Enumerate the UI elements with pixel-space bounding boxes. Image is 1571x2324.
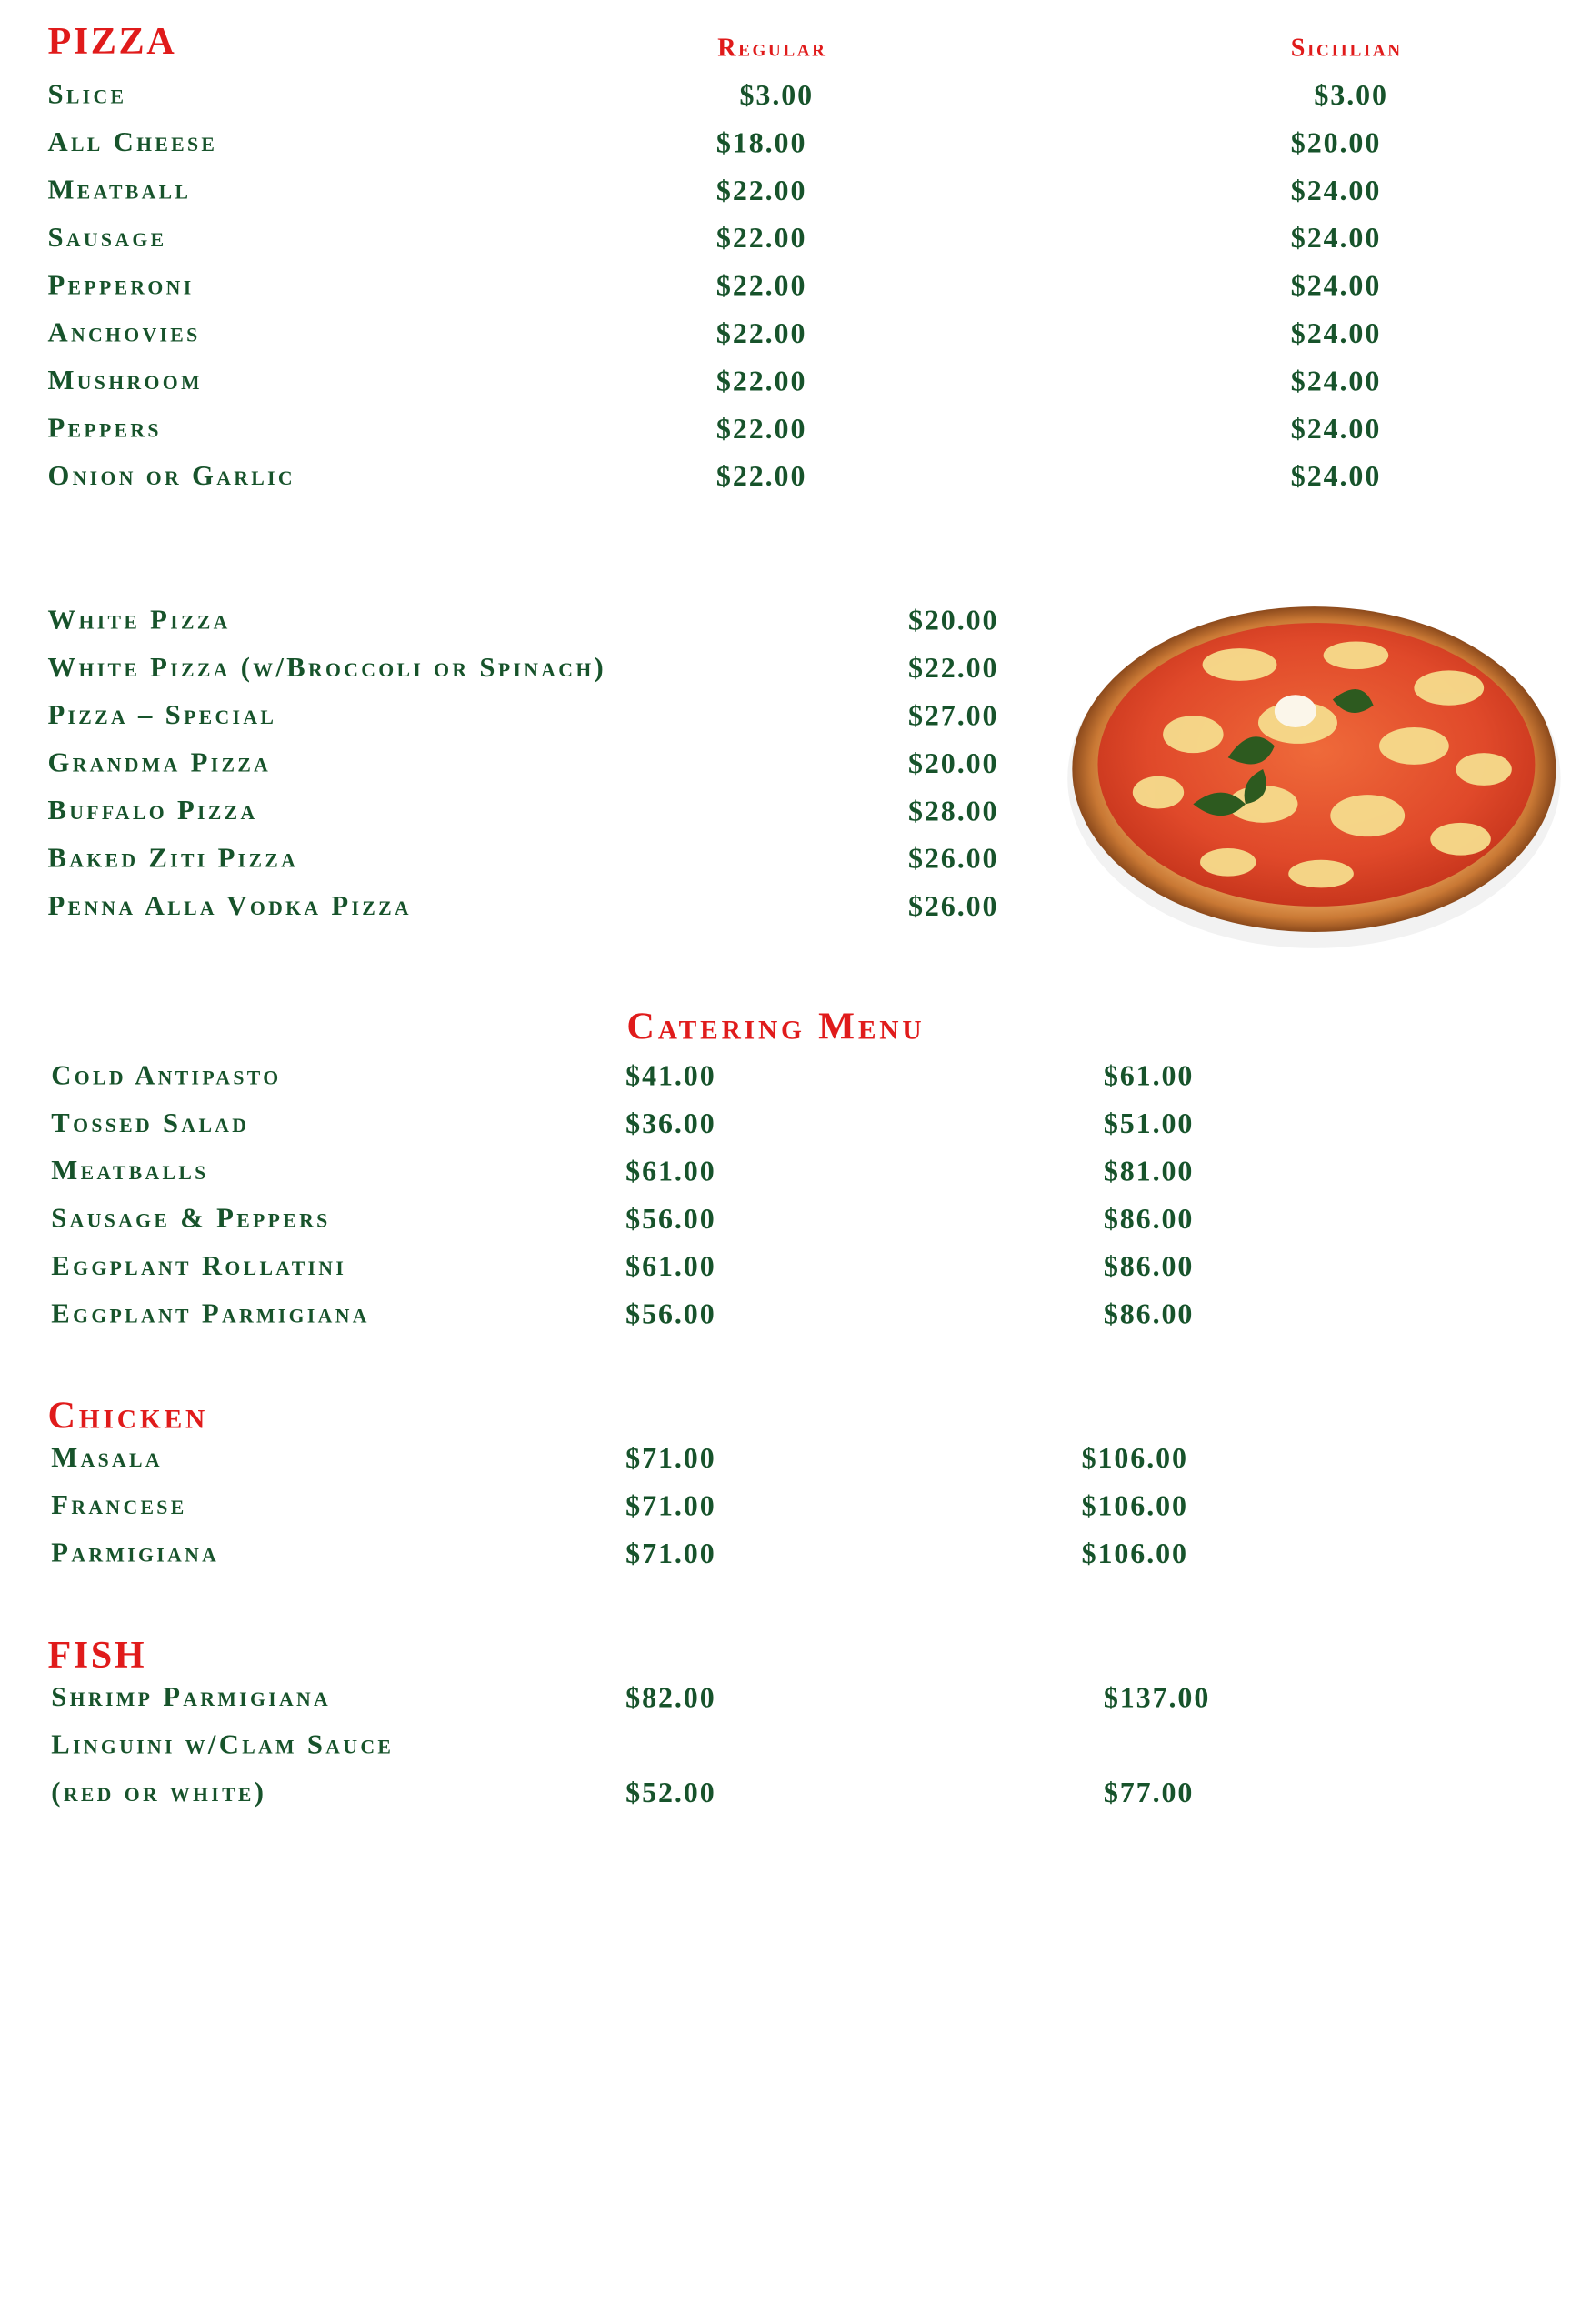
item-price: $28.00 [907,796,999,827]
half-tray-price: $82.00 [625,1682,716,1715]
item-name: Tossed Salad [51,1108,250,1139]
full-tray-price: $81.00 [1103,1156,1195,1188]
item-name: Eggplant Parmigiana [51,1298,370,1330]
regular-price: $22.00 [715,318,807,350]
item-name: Pepperoni [47,270,195,302]
half-tray-price: $56.00 [625,1298,716,1331]
full-tray-price: $137.00 [1103,1682,1211,1715]
sicilian-price: $24.00 [1290,223,1382,255]
item-price: $26.00 [907,891,999,923]
sicilian-column-header: Siciilian [1290,32,1403,62]
item-name: White Pizza (w/Broccoli or Spinach) [47,653,607,684]
full-tray-price: $77.00 [1103,1778,1195,1809]
item-name: Buffalo Pizza [47,796,258,826]
regular-price: $22.00 [715,270,807,303]
item-name: Sausage [47,223,167,254]
regular-price: $3.00 [739,80,815,112]
item-price: $26.00 [907,843,999,876]
half-tray-price: $61.00 [625,1156,716,1188]
chicken-heading: Chicken [47,1395,209,1437]
fish-heading: FISH [47,1635,147,1678]
item-name: Shrimp Parmigiana [51,1682,332,1713]
item-name: Pizza – Special [47,700,277,731]
item-price: $22.00 [907,653,999,685]
half-tray-price: $36.00 [625,1108,716,1140]
catering-menu-heading: Catering Menu [626,1006,926,1048]
sicilian-price: $24.00 [1290,175,1382,207]
sicilian-price: $20.00 [1290,127,1382,160]
pizza-heading: PIZZA [47,21,177,64]
item-name: Meatball [47,175,192,206]
sicilian-price: $24.00 [1290,366,1382,398]
item-name: Cold Antipasto [51,1060,282,1092]
full-tray-price: $86.00 [1103,1251,1195,1283]
half-tray-price: $71.00 [625,1538,716,1570]
item-name: Penna Alla Vodka Pizza [47,891,412,922]
half-tray-price: $41.00 [625,1060,716,1093]
full-tray-price: $106.00 [1081,1490,1188,1523]
item-name: Grandma Pizza [47,748,272,779]
item-name: Anchovies [47,318,201,349]
item-name: (red or white) [51,1778,267,1808]
sicilian-price: $24.00 [1290,318,1382,350]
item-name: Baked Ziti Pizza [47,843,299,875]
sicilian-price: $24.00 [1290,461,1382,493]
sicilian-price: $24.00 [1290,270,1382,303]
item-price: $27.00 [907,700,999,733]
regular-price: $18.00 [715,127,807,160]
full-tray-price: $61.00 [1103,1060,1195,1093]
half-tray-price: $52.00 [625,1778,716,1809]
item-name: Peppers [47,413,162,445]
item-price: $20.00 [907,748,999,780]
item-name: Linguini w/Clam Sauce [51,1729,395,1761]
regular-price: $22.00 [715,175,807,207]
sicilian-price: $3.00 [1314,80,1388,112]
item-name: Masala [51,1443,163,1474]
full-tray-price: $51.00 [1103,1108,1195,1140]
regular-price: $22.00 [715,413,807,446]
pizza-photo-icon [1066,595,1571,949]
item-name: Sausage & Peppers [51,1204,331,1235]
regular-price: $22.00 [715,366,807,398]
item-name: Meatballs [51,1156,209,1187]
item-price: $20.00 [907,605,999,637]
half-tray-price: $71.00 [625,1490,716,1523]
full-tray-price: $106.00 [1081,1538,1188,1570]
item-name: Francese [51,1490,187,1521]
full-tray-price: $86.00 [1103,1204,1195,1236]
regular-price: $22.00 [715,223,807,255]
regular-price: $22.00 [715,461,807,493]
item-name: Mushroom [47,366,203,396]
item-name: White Pizza [47,605,231,636]
item-name: Slice [47,80,127,111]
half-tray-price: $61.00 [625,1251,716,1283]
half-tray-price: $71.00 [625,1443,716,1475]
full-tray-price: $106.00 [1081,1443,1188,1475]
full-tray-price: $86.00 [1103,1298,1195,1331]
half-tray-price: $56.00 [625,1204,716,1236]
item-name: All Cheese [47,127,218,158]
sicilian-price: $24.00 [1290,413,1382,446]
item-name: Eggplant Rollatini [51,1251,347,1282]
regular-column-header: Regular [717,32,827,62]
item-name: Parmigiana [51,1538,220,1569]
item-name: Onion or Garlic [47,461,295,492]
